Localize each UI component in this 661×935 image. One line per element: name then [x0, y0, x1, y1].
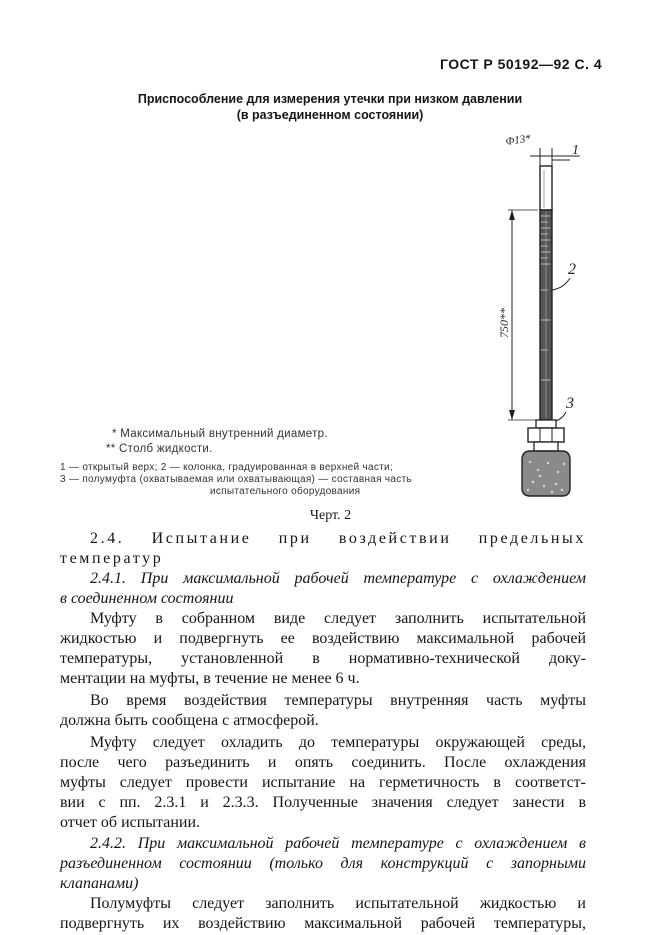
paragraph-line: Муфту в собранном виде следует заполнить испытательной: [90, 610, 586, 627]
callout-1: 1: [572, 143, 579, 158]
subsection-2-4-1-heading: 2.4.1. При максимальной рабочей температуре с охлаждением: [90, 570, 586, 587]
subsection-2-4-2-heading-cont: клапанами): [60, 875, 139, 892]
paragraph-line: подвергнуть их воздействию максимальной рабочей температуры,: [60, 915, 586, 932]
paragraph-line: Полумуфты следует заполнить испытательной жидкостью и: [90, 895, 586, 912]
footnote-2: ** Столб жидкости.: [106, 443, 213, 455]
callout-2: 2: [568, 261, 576, 278]
paragraph-line: жидкостью и подвергнуть ее воздействию максимальной рабочей: [60, 630, 586, 647]
figure-title: Приспособление для измерения утечки при низком давлении: [137, 92, 523, 106]
subsection-2-4-2-heading: 2.4.2. При максимальной рабочей температуре с охлаждением в: [90, 835, 586, 852]
section-heading: 2.4. Испытание при воздействии предельных: [90, 530, 586, 547]
subsection-2-4-1-heading-cont: в соединенном состоянии: [60, 590, 234, 607]
paragraph-line: отчет об испытании.: [60, 814, 201, 831]
dimension-diameter-label: Ф13*: [504, 132, 532, 148]
subsection-2-4-2-heading-cont: разъединенном состоянии (только для конструкций с запорными: [60, 855, 586, 872]
figure-caption: Черт. 2: [309, 508, 352, 523]
leak-test-fixture-drawing: [470, 130, 620, 500]
paragraph-line: после чего разъединить и опять соединить. После охлаждения: [60, 754, 586, 771]
paragraph-line: вии с пп. 2.3.1 и 2.3.3. Полученные значения следует занести в: [60, 794, 586, 811]
paragraph-line: Муфту следует охладить до температуры окружающей среды,: [90, 734, 586, 751]
footnote-1: * Максимальный внутренний диаметр.: [112, 428, 328, 440]
legend-line-2: 3 — полумуфта (охватываемая или охватывающая) — составная часть: [60, 474, 412, 485]
callout-3: 3: [566, 395, 574, 412]
coupling-nut: [528, 428, 564, 442]
paragraph-line: ментации на муфты, в течение не менее 6 ч.: [60, 670, 360, 687]
paragraph-line: должна быть сообщена с атмосферой.: [60, 712, 319, 729]
legend-line-1: 1 — открытый верх; 2 — колонка, градуированная в верхней части;: [60, 462, 393, 473]
paragraph-line: муфты следует провести испытание на герметичность в соответст-: [60, 774, 586, 791]
figure-subtitle: (в разъединенном состоянии): [236, 108, 424, 122]
legend-line-3: испытательного оборудования: [210, 486, 361, 497]
page-header: ГОСТ Р 50192—92 С. 4: [440, 56, 603, 72]
paragraph-line: температуры, установленной в нормативно-технической доку-: [60, 650, 586, 667]
section-heading-cont: температур: [60, 550, 164, 567]
dimension-length-label: 750**: [497, 308, 511, 338]
paragraph-line: Во время воздействия температуры внутренняя часть муфты: [90, 692, 586, 709]
